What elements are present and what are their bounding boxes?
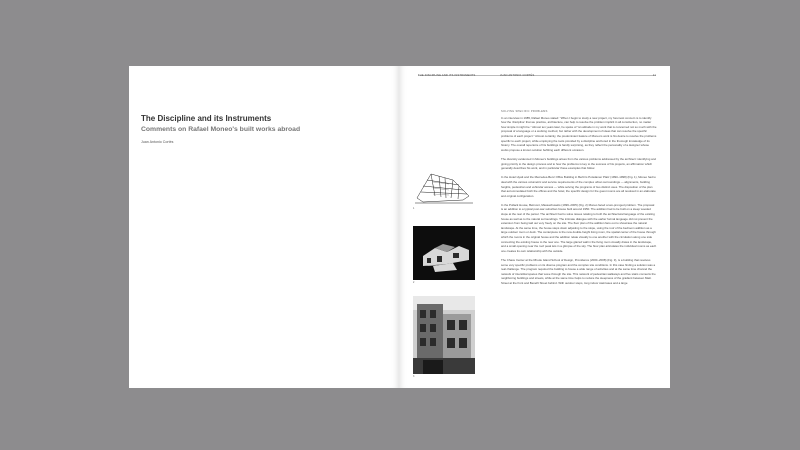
section-heading: SOLVING SPECIFIC PROBLEMS xyxy=(501,110,548,113)
building-facade-image xyxy=(413,296,475,374)
book-author: Juan Antonio Cortés xyxy=(141,140,174,144)
book-spread xyxy=(129,66,670,388)
running-header xyxy=(418,74,656,76)
running-header-author: JUAN ANTONIO CORTÉS xyxy=(500,74,535,77)
page-number: 11 xyxy=(652,74,656,77)
figure-3 xyxy=(413,296,475,378)
left-page xyxy=(129,66,399,388)
figure-number: 3 xyxy=(413,375,415,378)
book-title: The Discipline and its Instruments xyxy=(141,114,272,123)
book-subtitle: Comments on Rafael Moneo's built works abroad xyxy=(141,126,301,133)
building-sketch-image xyxy=(413,166,475,206)
paragraph: The Chace Center at the Rhode Island School of Design, Providence (2000–2008) (Fig. 3), is a building that resolves some very specific problems on its diverse program and the complex site conditions. In this case finding a solution was a real challenge. The program required the building to house a wide range of activities and at the same time channel the network of interstitial spaces that wove through the site. This network of pedestrian walkways and five stairs connects the neighboring buildings and streets, while at the same time helps to reduce the steepness of the gradient between Main Street at the front and Benefit Street behind. With outdoor steps, long indoor staircases and a large xyxy=(501,258,656,285)
body-text-column xyxy=(501,110,657,290)
right-page xyxy=(399,66,670,388)
figure-number: 2 xyxy=(413,281,415,284)
paragraph: The diversity evidenced in Moneo's buildings arises from the various problems addressed by the architect: identifying and giving priority to the design process and to how the problems is key to the success of his projects, an affirmation which generally describes his work, and in particular these examples that follow. xyxy=(501,156,656,171)
title-block xyxy=(141,114,300,144)
figure-1 xyxy=(413,166,475,210)
figure-2 xyxy=(413,226,475,284)
paragraph: In the Pollack House, Belmont, Massachusetts (1996–2005) (Fig. 2) Moneo faced a two-pronged problem. The proposal is an addition to a typical post-war suburban house built around 1950. The addition had to be built on a steep wooded slope at the rear of the parcel. The architect had to solve issues relating to both the architectural language of the existing house as well as to the natural surroundings. The intimate dialogue with the earlier formal language did not prevent the extension from being laid out very freely on the site. The floor plan of the addition fans out to showcase the natural landscape. At the same time, the house steps down adjusting to the slope, using the roof of the bedroom addition as a large outdoor room or deck. The centerpiece is the new double-height living room, the spatial center of the house through which the rooms in the original house and the addition relate visually to one another with the circulation along one side connecting the existing house to the new one. The large glazed wall in the living room visually draws in the landscape, and a small opening near the roof peak lets in a glimpse of the sky. The floor plan articulates the individual rooms as each one creates its own relationship with the outside. xyxy=(501,202,657,253)
figure-number: 1 xyxy=(413,207,415,210)
running-header-title: THE DISCIPLINE AND ITS INSTRUMENTS xyxy=(418,74,476,77)
paragraph: In the Hotel Hyatt and the Mercedes-Benz Office Building in Berlin's Potsdamer Platz (1993–1998) (Fig. 1), Moneo had to deal with the various volumetric and service requirements of the complex urban surroundings — alignments, building heights, pedestrian and vehicular access — while solving the programs of two distinct uses. The disposition of the plan that accommodated both the offices and the hotel, the specific design for the guest rooms are all resolved in an elaborate and original configuration. xyxy=(501,175,656,198)
house-photo-image xyxy=(413,226,475,280)
paragraph: In an interview in 1985, Rafael Moneo stated: "When I begin to study a new project, my foremost concern is to identify how the 'discipline' that we practice, architecture, can help to resolve the problem implicit in all construction, no matter how simple it might be." Almost ten years later, he spoke of "an attitude in my work that is concerned not so much with the proposal of a language or a working method, but rather with the development of ideas that can resolve the specific problems of each project." Almost certainly, the predominant feature of Moneo's work is his desire to resolve the problems specific to each project, while employing the tools provided by a discipline anchored in the thorough knowledge of its history. The overall repertoire of his buildings is hardly surprising, as they reflect the personality of a designer whose works propose a known solution befitting each different occasion. xyxy=(501,115,657,152)
